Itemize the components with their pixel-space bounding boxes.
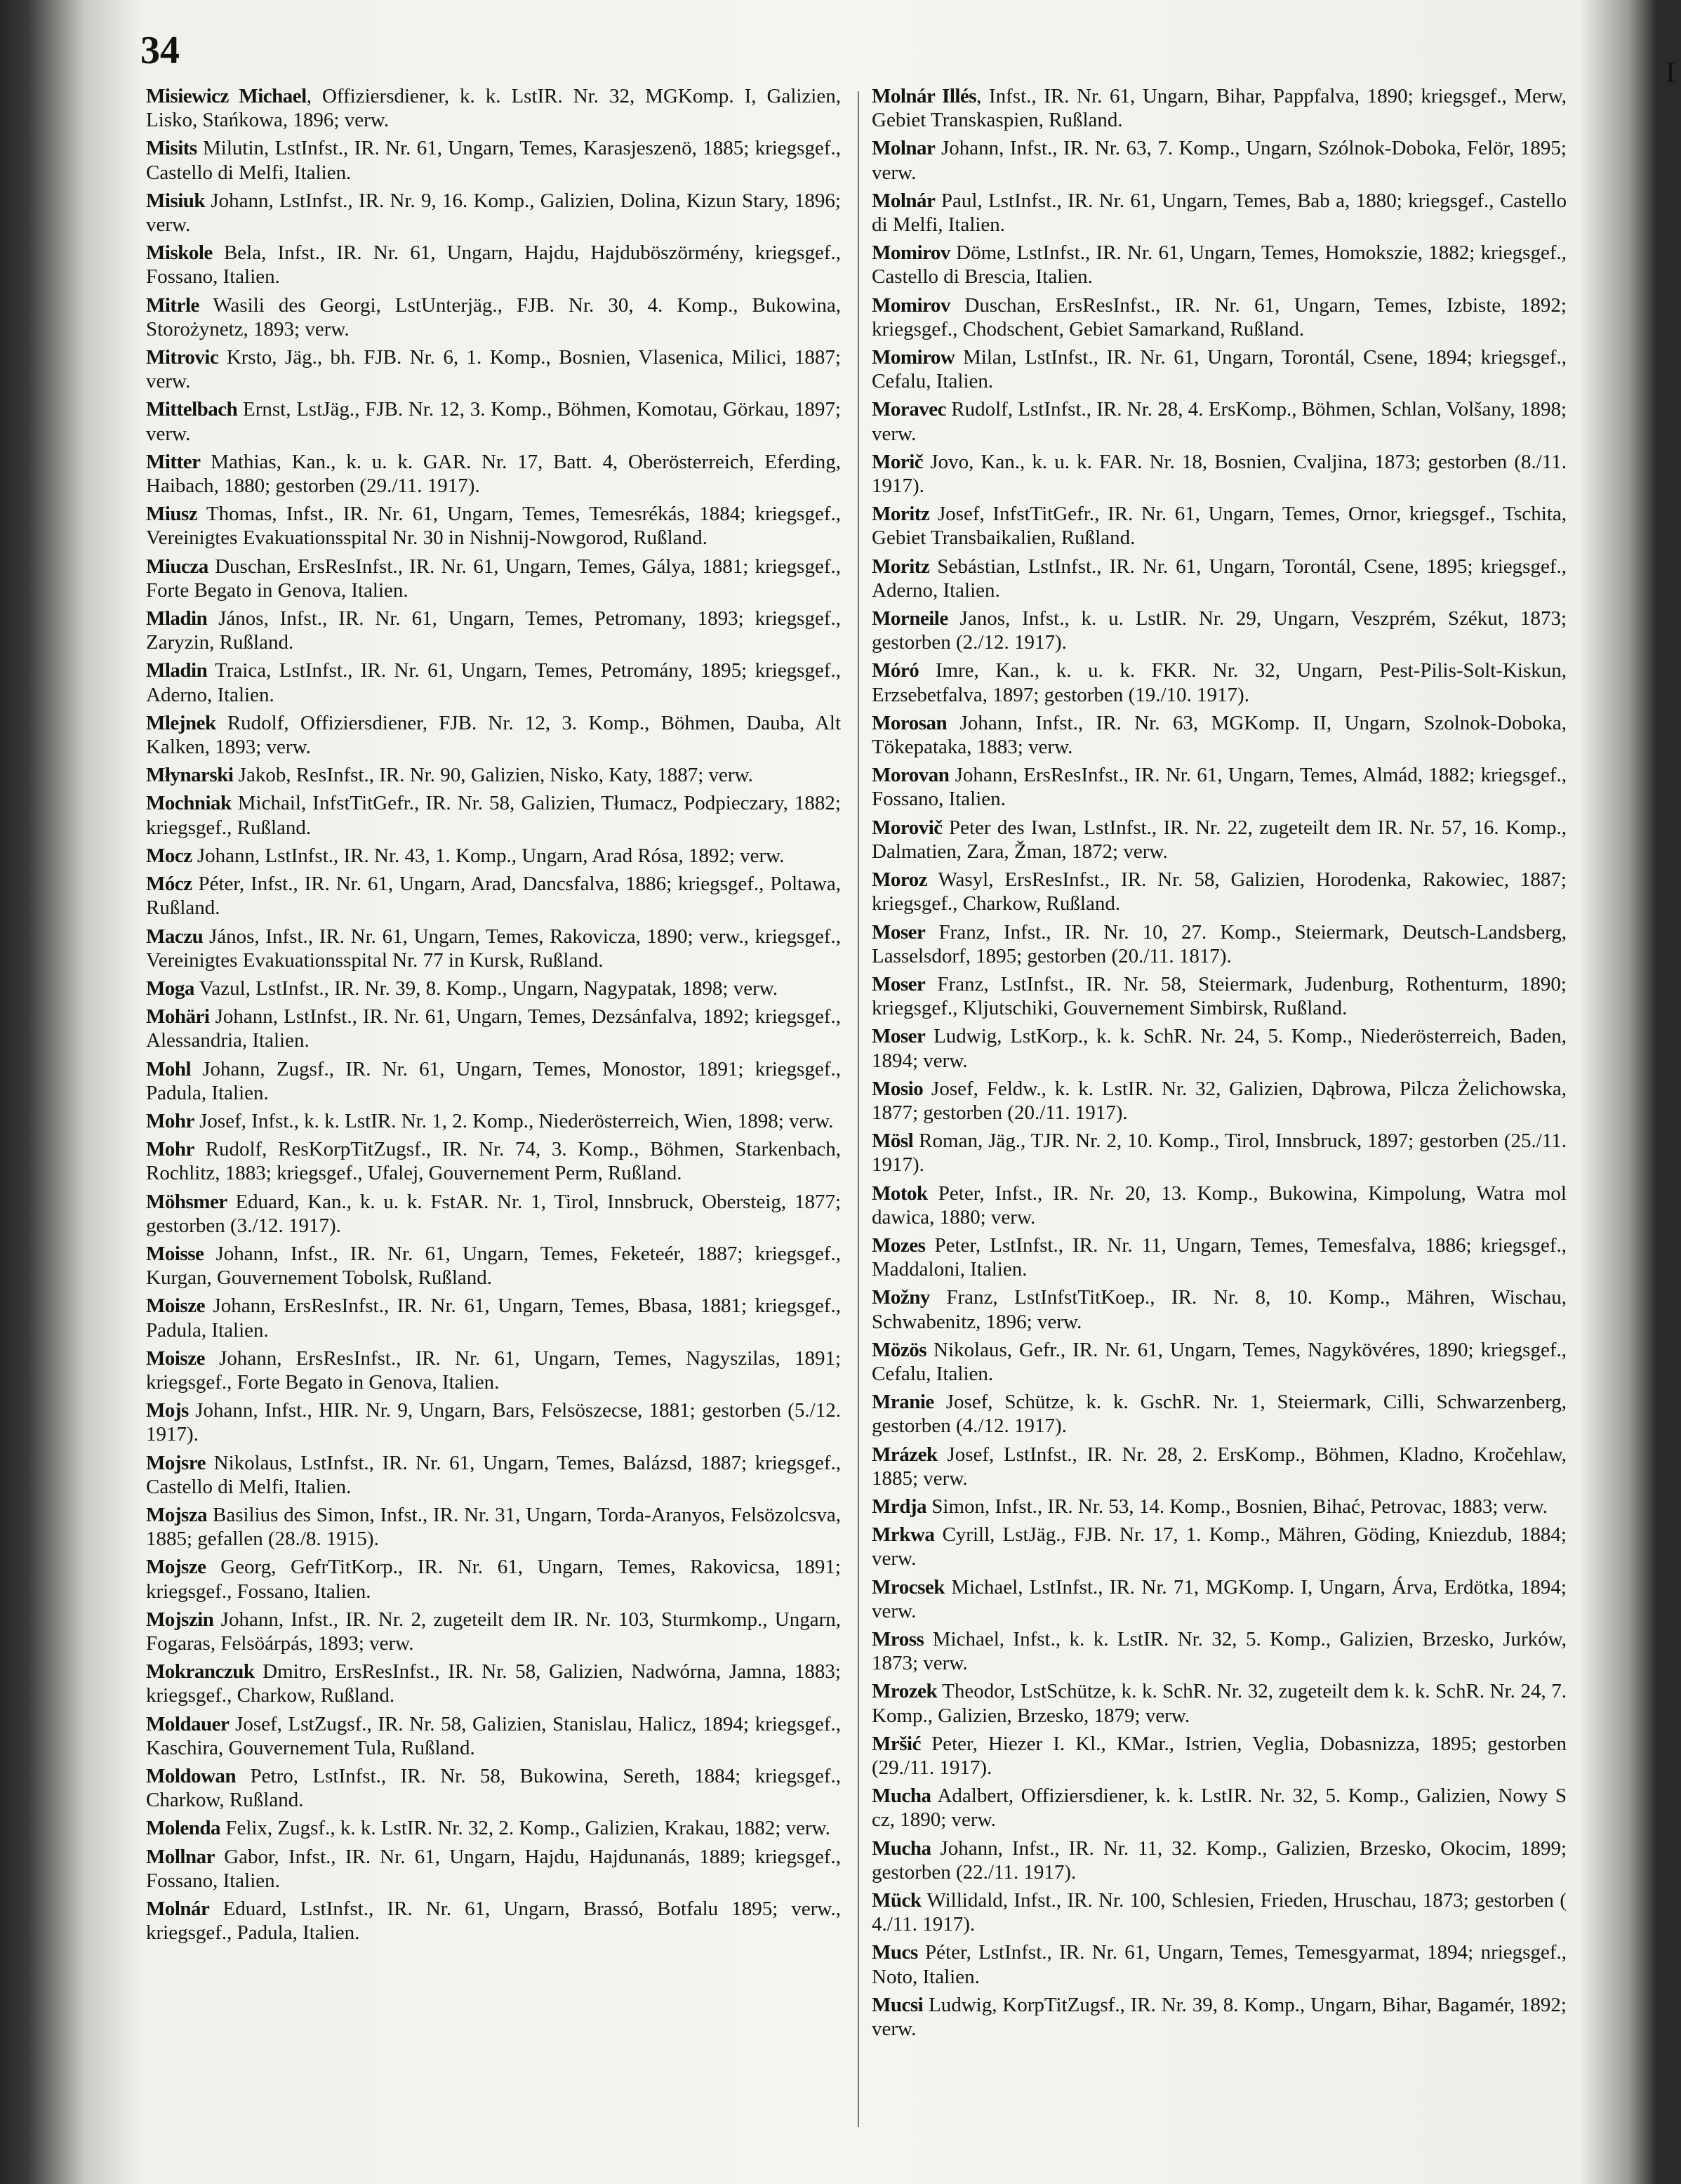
entry-name: Moga xyxy=(146,977,194,1000)
entry-details: Josef, InfstTitGefr., IR. Nr. 61, Ungarn, Temes, Ornor, kriegsgef., Tschita, Gebiet Transbaikalien, Rußland. xyxy=(872,503,1567,550)
register-entry xyxy=(146,1451,841,1499)
entry-details: Eduard, Kan., k. u. k. FstAR. Nr. 1, Tirol, Innsbruck, Obersteig, 1877; gestorben (3./12. 1917). xyxy=(146,1190,841,1237)
entry-details: Willidald, Infst., IR. Nr. 100, Schlesien, Frieden, Hruschau, 1873; gestorben ( 4./11. 1917). xyxy=(872,1889,1567,1936)
right-column xyxy=(872,84,1567,2162)
register-entry xyxy=(146,189,841,237)
entry-name: Mócz xyxy=(146,873,192,896)
entry-details: Michail, InfstTitGefr., IR. Nr. 58, Galizien, Tłumacz, Podpieczary, 1882; kriegsgef., Rußland. xyxy=(146,792,841,839)
register-entry xyxy=(872,1390,1567,1438)
entry-name: Mrozek xyxy=(872,1680,938,1703)
entry-details: Vazul, LstInfst., IR. Nr. 39, 8. Komp., Ungarn, Nagypatak, 1898; verw. xyxy=(194,977,778,1000)
entry-details: Johann, Infst., HIR. Nr. 9, Ungarn, Bars, Felsöszecse, 1881; gestorben (5./12. 1917). xyxy=(146,1399,841,1446)
entry-name: Móró xyxy=(872,659,919,682)
register-entry xyxy=(146,658,841,706)
register-entry xyxy=(146,791,841,839)
entry-name: Moldowan xyxy=(146,1765,237,1787)
entry-details: Cyrill, LstJäg., FJB. Nr. 17, 1. Komp., Mähren, Göding, Kniezdub, 1884; verw. xyxy=(872,1523,1567,1570)
entry-details: Nikolaus, Gefr., IR. Nr. 61, Ungarn, Temes, Nagykövéres, 1890; kriegsgef., Cefalu, Italien. xyxy=(872,1338,1567,1385)
entry-name: Molnár xyxy=(146,1898,210,1921)
entry-details: Johann, ErsResInfst., IR. Nr. 61, Ungarn, Temes, Almád, 1882; kriegsgef., Fossano, Italien. xyxy=(872,764,1567,811)
register-entry xyxy=(146,607,841,654)
entry-details: Dmitro, ErsResInfst., IR. Nr. 58, Galizien, Nadwórna, Jamna, 1883; kriegsgef., Charkow, Rußland. xyxy=(146,1660,841,1707)
entry-name: Misits xyxy=(146,137,197,160)
entry-name: Mladin xyxy=(146,607,208,630)
entry-details: Rudolf, LstInfst., IR. Nr. 28, 4. ErsKomp., Böhmen, Schlan, Volšany, 1898; verw. xyxy=(872,398,1567,445)
entry-name: Moisze xyxy=(146,1346,205,1370)
register-entry xyxy=(872,1443,1567,1490)
entry-name: Molenda xyxy=(146,1817,221,1840)
edge-mark: I xyxy=(1666,57,1675,89)
register-entry xyxy=(146,1608,841,1655)
entry-details: Nikolaus, LstInfst., IR. Nr. 61, Ungarn, Temes, Balázsd, 1887; kriegsgef., Castello di Melfi, Italien. xyxy=(146,1451,841,1498)
entry-name: Mittelbach xyxy=(146,398,238,421)
register-entry xyxy=(872,450,1567,498)
entry-name: Mozes xyxy=(872,1233,926,1257)
register-entry xyxy=(146,1764,841,1812)
register-entry xyxy=(146,1294,841,1342)
register-entry xyxy=(872,1940,1567,1988)
register-entry xyxy=(872,1784,1567,1832)
entry-name: Mrdja xyxy=(872,1495,927,1518)
entry-name: Možny xyxy=(872,1286,930,1309)
entry-details: Franz, LstInfst., IR. Nr. 58, Steiermark, Judenburg, Rothenturm, 1890; kriegsgef., Kljutschiki, Gouvernement Simbirsk, Rußland. xyxy=(872,972,1567,1020)
entry-name: Misiuk xyxy=(146,189,206,212)
register-entry xyxy=(146,872,841,920)
register-entry xyxy=(872,1836,1567,1884)
register-entry xyxy=(146,1057,841,1105)
entry-details: Johann, Infst., IR. Nr. 63, 7. Komp., Ungarn, Szólnok-Doboka, Felör, 1895; verw. xyxy=(872,137,1567,184)
entry-details: Petro, LstInfst., IR. Nr. 58, Bukowina, Sereth, 1884; kriegsgef., Charkow, Rußland. xyxy=(146,1765,841,1812)
entry-details: Georg, GefrTitKorp., IR. Nr. 61, Ungarn, Temes, Rakovicsa, 1891; kriegsgef., Fossano, Italien. xyxy=(146,1556,841,1603)
entry-details: Johann, LstInfst., IR. Nr. 9, 16. Komp., Galizien, Dolina, Kizun Stary, 1896; verw. xyxy=(146,189,841,237)
entry-details: Rudolf, Offiziersdiener, FJB. Nr. 12, 3. Komp., Böhmen, Dauba, Alt Kalken, 1893; verw. xyxy=(146,711,841,759)
entry-name: Morič xyxy=(872,450,924,473)
entry-name: Mojszin xyxy=(146,1608,214,1631)
register-entry xyxy=(146,1845,841,1893)
entry-details: Basilius des Simon, Infst., IR. Nr. 31, Ungarn, Torda-Aranyos, Felsözolcsva, 1885; gefallen (28./8. 1915). xyxy=(146,1503,841,1551)
register-entry xyxy=(872,1338,1567,1386)
register-entry xyxy=(146,84,841,132)
entry-details: Wasili des Georgi, LstUnterjäg., FJB. Nr. 30, 4. Komp., Bukowina, Storożynetz, 1893; verw. xyxy=(146,293,841,340)
entry-name: Mrocsek xyxy=(872,1575,945,1599)
entry-name: Möhsmer xyxy=(146,1190,227,1213)
entry-name: Moritz xyxy=(872,503,930,526)
entry-name: Moisze xyxy=(146,1295,205,1318)
entry-name: Mück xyxy=(872,1889,922,1912)
entry-name: Mršić xyxy=(872,1732,921,1755)
entry-name: Mross xyxy=(872,1627,924,1650)
entry-name: Mojs xyxy=(146,1399,189,1422)
entry-details: Simon, Infst., IR. Nr. 53, 14. Komp., Bosnien, Bihać, Petrovac, 1883; verw. xyxy=(926,1495,1548,1518)
entry-details: Ludwig, LstKorp., k. k. SchR. Nr. 24, 5. Komp., Niederösterreich, Baden, 1894; verw. xyxy=(872,1025,1567,1072)
register-entry xyxy=(146,1109,841,1133)
register-entry xyxy=(872,1523,1567,1570)
entry-details: Roman, Jäg., TJR. Nr. 2, 10. Komp., Tirol, Innsbruck, 1897; gestorben (25./11. 1917). xyxy=(872,1130,1567,1177)
entry-name: Mohäri xyxy=(146,1005,210,1028)
entry-name: Momirow xyxy=(872,346,955,369)
entry-details: Gabor, Infst., IR. Nr. 61, Ungarn, Hajdu, Hajdunanás, 1889; kriegsgef., Fossano, Italien. xyxy=(146,1845,841,1892)
entry-details: Franz, LstInfstTitKoep., IR. Nr. 8, 10. Komp., Mähren, Wischau, Schwabenitz, 1896; verw. xyxy=(872,1286,1567,1333)
entry-details: Johann, LstInfst., IR. Nr. 61, Ungarn, Temes, Dezsánfalva, 1892; kriegsgef., Alessandria, Italien. xyxy=(146,1005,841,1052)
register-entry xyxy=(872,1495,1567,1518)
register-entry xyxy=(872,711,1567,759)
entry-details: Milutin, LstInfst., IR. Nr. 61, Ungarn, Temes, Karasjeszenö, 1885; kriegsgef., Castello di Melfi, Italien. xyxy=(146,137,841,184)
entry-name: Moser xyxy=(872,1025,926,1048)
entry-details: , Infst., IR. Nr. 61, Ungarn, Bihar, Pappfalva, 1890; kriegsgef., Merw, Gebiet Transkaspien, Rußland. xyxy=(872,85,1567,132)
register-entry xyxy=(872,763,1567,811)
entry-name: Miucza xyxy=(146,555,208,578)
register-entry xyxy=(146,925,841,972)
entry-name: Mözös xyxy=(872,1338,927,1361)
entry-details: Wasyl, ErsResInfst., IR. Nr. 58, Galizien, Horodenka, Rakowiec, 1887; kriegsgef., Charkow, Rußland. xyxy=(872,868,1567,915)
register-entry xyxy=(146,977,841,1000)
entry-details: Johann, LstInfst., IR. Nr. 43, 1. Komp., Ungarn, Arad Rósa, 1892; verw. xyxy=(192,844,785,867)
register-entry xyxy=(872,136,1567,184)
entry-details: Josef, Schütze, k. k. GschR. Nr. 1, Steiermark, Cilli, Schwarzenberg, gestorben (4./12. 1917). xyxy=(872,1391,1567,1438)
entry-name: Morovan xyxy=(872,764,950,787)
entry-name: Molnár xyxy=(872,189,936,212)
entry-details: János, Infst., IR. Nr. 61, Ungarn, Temes, Rakovicza, 1890; verw., kriegsgef., Vereinigtes Evakuationsspital Nr. 77 in Kursk, Rußland. xyxy=(146,925,841,972)
register-entry xyxy=(872,84,1567,132)
entry-name: Morovič xyxy=(872,816,943,839)
entry-name: Molnar xyxy=(872,137,936,160)
entry-details: Janos, Infst., k. u. LstIR. Nr. 29, Ungarn, Veszprém, Székut, 1873; gestorben (2./12. 1917). xyxy=(872,607,1567,654)
entry-name: Miusz xyxy=(146,503,198,526)
register-entry xyxy=(146,502,841,550)
register-entry xyxy=(146,844,841,868)
register-entry xyxy=(146,450,841,498)
entry-name: Mojsza xyxy=(146,1503,208,1526)
entry-details: Eduard, LstInfst., IR. Nr. 61, Ungarn, Brassó, Botfalu 1895; verw., kriegsgef., Padula, Italien. xyxy=(146,1898,841,1945)
entry-details: Péter, Infst., IR. Nr. 61, Ungarn, Arad, Dancsfalva, 1886; kriegsgef., Poltawa, Rußland. xyxy=(146,873,841,920)
entry-name: Mosio xyxy=(872,1077,924,1100)
entry-details: Peter, LstInfst., IR. Nr. 11, Ungarn, Temes, Temesfalva, 1886; kriegsgef., Maddaloni, Italien. xyxy=(872,1233,1567,1281)
register-entry xyxy=(872,1077,1567,1125)
entry-name: Misiewicz Michael xyxy=(146,85,307,107)
entry-name: Mollnar xyxy=(146,1845,215,1868)
entry-details: Ernst, LstJäg., FJB. Nr. 12, 3. Komp., Böhmen, Komotau, Görkau, 1897; verw. xyxy=(146,398,841,445)
entry-details: Duschan, ErsResInfst., IR. Nr. 61, Ungarn, Temes, Izbiste, 1892; kriegsgef., Chodschent, Gebiet Samarkand, Rußland. xyxy=(872,293,1567,340)
register-entry xyxy=(872,293,1567,341)
register-entry xyxy=(146,1712,841,1760)
entry-name: Młynarski xyxy=(146,764,234,787)
register-entry xyxy=(872,1627,1567,1675)
entry-details: Franz, Infst., IR. Nr. 10, 27. Komp., Steiermark, Deutsch-Landsberg, Lasselsdorf, 1895; gestorben (20./11. 1817). xyxy=(872,920,1567,967)
entry-details: Krsto, Jäg., bh. FJB. Nr. 6, 1. Komp., Bosnien, Vlasenica, Milici, 1887; verw. xyxy=(146,346,841,393)
entry-details: Johann, Infst., IR. Nr. 11, 32. Komp., Galizien, Brzesko, Okocim, 1899; gestorben (22./11. 1917). xyxy=(872,1836,1567,1884)
entry-details: Peter, Hiezer I. Kl., KMar., Istrien, Veglia, Dobasnizza, 1895; gestorben (29./11. 1917). xyxy=(872,1732,1567,1779)
entry-name: Molnár Illés xyxy=(872,85,977,107)
entry-details: Rudolf, ResKorpTitZugsf., IR. Nr. 74, 3. Komp., Böhmen, Starkenbach, Rochlitz, 1883; kriegsgef., Ufalej, Gouvernement Perm, Rußland. xyxy=(146,1138,841,1185)
entry-details: Josef, Feldw., k. k. LstIR. Nr. 32, Galizien, Dąbrowa, Pilcza Żelichowska, 1877; gestorben (20./11. 1917). xyxy=(872,1077,1567,1124)
entry-name: Mohr xyxy=(146,1109,194,1132)
register-entry xyxy=(146,1137,841,1185)
entry-details: Johann, Infst., IR. Nr. 2, zugeteilt dem IR. Nr. 103, Sturmkomp., Ungarn, Fogaras, Felsöárpás, 1893; verw. xyxy=(146,1608,841,1655)
entry-name: Mochniak xyxy=(146,792,232,815)
register-entry xyxy=(146,1346,841,1394)
register-entry xyxy=(146,1242,841,1290)
entry-details: Michael, LstInfst., IR. Nr. 71, MGKomp. I, Ungarn, Árva, Erdötka, 1894; verw. xyxy=(872,1575,1567,1622)
register-entry xyxy=(872,1993,1567,2041)
entry-name: Moldauer xyxy=(146,1712,230,1735)
entry-details: Jakob, ResInfst., IR. Nr. 90, Galizien, Nisko, Katy, 1887; verw. xyxy=(233,764,753,787)
register-entry xyxy=(146,397,841,445)
entry-name: Moser xyxy=(872,920,926,944)
entry-details: Johann, ErsResInfst., IR. Nr. 61, Ungarn, Temes, Nagyszilas, 1891; kriegsgef., Forte Begato in Genova, Italien. xyxy=(146,1346,841,1394)
register-entry xyxy=(146,711,841,759)
register-entry xyxy=(872,555,1567,602)
entry-details: Bela, Infst., IR. Nr. 61, Ungarn, Hajdu, Hajduböszörmény, kriegsgef., Fossano, Italien. xyxy=(146,241,841,289)
entry-details: Ludwig, KorpTitZugsf., IR. Nr. 39, 8. Komp., Ungarn, Bihar, Bagamér, 1892; verw. xyxy=(872,1993,1567,2041)
entry-name: Moisse xyxy=(146,1242,204,1265)
register-entry xyxy=(872,607,1567,654)
entry-details: Johann, ErsResInfst., IR. Nr. 61, Ungarn, Temes, Bbasa, 1881; kriegsgef., Padula, Italien. xyxy=(146,1295,841,1342)
entry-name: Mocz xyxy=(146,844,192,867)
entry-details: Péter, LstInfst., IR. Nr. 61, Ungarn, Temes, Temesgyarmat, 1894; nriegsgef., Noto, Italien. xyxy=(872,1941,1567,1988)
register-entry xyxy=(872,868,1567,915)
entry-name: Mrkwa xyxy=(872,1523,935,1547)
register-entry xyxy=(146,763,841,787)
entry-name: Mohr xyxy=(146,1138,194,1161)
entry-details: Milan, LstInfst., IR. Nr. 61, Ungarn, Torontál, Csene, 1894; kriegsgef., Cefalu, Italien. xyxy=(872,346,1567,393)
entry-name: Mladin xyxy=(146,659,208,682)
entry-name: Mucha xyxy=(872,1836,931,1860)
entry-details: Duschan, ErsResInfst., IR. Nr. 61, Ungarn, Temes, Gálya, 1881; kriegsgef., Forte Begato in Genova, Italien. xyxy=(146,555,841,602)
entry-details: Peter, Infst., IR. Nr. 20, 13. Komp., Bukowina, Kimpolung, Watra mol dawica, 1880; verw. xyxy=(872,1182,1567,1229)
register-entry xyxy=(146,1398,841,1446)
register-entry xyxy=(872,1182,1567,1229)
entry-name: Mitrovic xyxy=(146,346,219,369)
entry-name: Mitter xyxy=(146,450,201,473)
entry-details: Thomas, Infst., IR. Nr. 61, Ungarn, Temes, Temesrékás, 1884; kriegsgef., Vereinigtes Evakuationsspital Nr. 30 in Nishnij-Nowgorod, Rußland. xyxy=(146,503,841,550)
entry-name: Mohl xyxy=(146,1057,192,1080)
register-entry xyxy=(872,1888,1567,1936)
entry-name: Momirov xyxy=(872,293,950,317)
entry-name: Mojsze xyxy=(146,1556,206,1579)
entry-details: Felix, Zugsf., k. k. LstIR. Nr. 32, 2. Komp., Galizien, Krakau, 1882; verw. xyxy=(220,1817,830,1840)
entry-name: Mlejnek xyxy=(146,711,216,734)
register-entry xyxy=(146,1005,841,1052)
entry-details: Jovo, Kan., k. u. k. FAR. Nr. 18, Bosnien, Cvaljina, 1873; gestorben (8./11. 1917). xyxy=(872,450,1567,498)
entry-details: Sebástian, LstInfst., IR. Nr. 61, Ungarn, Torontál, Csene, 1895; kriegsgef., Aderno, Italien. xyxy=(872,555,1567,602)
entry-name: Miskole xyxy=(146,241,213,265)
register-entry xyxy=(146,1660,841,1707)
page-number: 34 xyxy=(140,29,180,72)
entry-details: Adalbert, Offiziersdiener, k. k. LstIR. Nr. 32, 5. Komp., Galizien, Nowy S cz, 1890; verw. xyxy=(872,1785,1567,1832)
entry-name: Mrázek xyxy=(872,1443,938,1466)
entry-details: Imre, Kan., k. u. k. FKR. Nr. 32, Ungarn, Pest-Pilis-Solt-Kiskun, Erzsebetfalva, 1897; gestorben (19./10. 1917). xyxy=(872,659,1567,706)
entry-details: Peter des Iwan, LstInfst., IR. Nr. 22, zugeteilt dem IR. Nr. 57, 16. Komp., Dalmatien, Zara, Žman, 1872; verw. xyxy=(872,816,1567,863)
entry-details: Josef, Infst., k. k. LstIR. Nr. 1, 2. Komp., Niederösterreich, Wien, 1898; verw. xyxy=(194,1109,834,1132)
register-entry xyxy=(146,555,841,602)
entry-name: Moser xyxy=(872,972,926,995)
register-entry xyxy=(872,189,1567,237)
register-entry xyxy=(146,1190,841,1238)
entry-details: Johann, Zugsf., IR. Nr. 61, Ungarn, Temes, Monostor, 1891; kriegsgef., Padula, Italien. xyxy=(146,1057,841,1104)
column-divider xyxy=(858,91,859,2127)
entry-name: Moravec xyxy=(872,398,946,421)
register-entry xyxy=(872,397,1567,445)
entry-name: Mucsi xyxy=(872,1993,924,2016)
register-entry xyxy=(146,1555,841,1603)
entry-name: Morosan xyxy=(872,711,948,734)
register-entry xyxy=(146,1816,841,1840)
entry-name: Mranie xyxy=(872,1391,934,1414)
entry-name: Moroz xyxy=(872,868,928,892)
register-entry xyxy=(872,1024,1567,1072)
entry-details: Michael, Infst., k. k. LstIR. Nr. 32, 5. Komp., Galizien, Brzesko, Jurków, 1873; verw. xyxy=(872,1627,1567,1675)
entry-name: Mucha xyxy=(872,1785,931,1808)
entry-name: Morneile xyxy=(872,607,948,630)
entry-details: Josef, LstZugsf., IR. Nr. 58, Galizien, Stanislau, Halicz, 1894; kriegsgef., Kaschira, Gouvernement Tula, Rußland. xyxy=(146,1712,841,1759)
entry-name: Moritz xyxy=(872,555,930,578)
register-entry xyxy=(146,1503,841,1551)
register-entry xyxy=(872,920,1567,968)
register-entry xyxy=(872,658,1567,706)
register-entry xyxy=(872,1575,1567,1623)
entry-details: Theodor, LstSchütze, k. k. SchR. Nr. 32, zugeteilt dem k. k. SchR. Nr. 24, 7. Komp., Galizien, Brzesko, 1879; verw. xyxy=(872,1680,1567,1727)
register-entry xyxy=(146,241,841,289)
register-entry xyxy=(872,1233,1567,1281)
entry-details: Josef, LstInfst., IR. Nr. 28, 2. ErsKomp., Böhmen, Kladno, Kročehlaw, 1885; verw. xyxy=(872,1443,1567,1490)
register-entry xyxy=(146,136,841,184)
register-entry xyxy=(872,1285,1567,1333)
register-entry xyxy=(146,1897,841,1945)
left-column xyxy=(146,84,841,2162)
register-entry xyxy=(146,345,841,393)
entry-details: Traica, LstInfst., IR. Nr. 61, Ungarn, Temes, Petromány, 1895; kriegsgef., Aderno, Italien. xyxy=(146,659,841,706)
entry-name: Mösl xyxy=(872,1130,914,1153)
register-entry xyxy=(872,241,1567,289)
entry-name: Mokranczuk xyxy=(146,1660,255,1683)
entry-name: Motok xyxy=(872,1182,928,1205)
entry-details: Johann, Infst., IR. Nr. 63, MGKomp. II, Ungarn, Szolnok-Doboka, Tökepataka, 1883; verw. xyxy=(872,711,1567,759)
register-entry xyxy=(872,816,1567,863)
entry-details: János, Infst., IR. Nr. 61, Ungarn, Temes, Petromany, 1893; kriegsgef., Zaryzin, Rußland. xyxy=(146,607,841,654)
entry-name: Maczu xyxy=(146,925,204,948)
register-entry xyxy=(872,1732,1567,1780)
entry-name: Momirov xyxy=(872,241,950,265)
entry-details: Johann, Infst., IR. Nr. 61, Ungarn, Temes, Feketeér, 1887; kriegsgef., Kurgan, Gouvernement Tobolsk, Rußland. xyxy=(146,1242,841,1290)
register-entry xyxy=(872,345,1567,393)
register-entry xyxy=(872,502,1567,550)
entry-details: Mathias, Kan., k. u. k. GAR. Nr. 17, Batt. 4, Oberösterreich, Eferding, Haibach, 1880; gestorben (29./11. 1917). xyxy=(146,450,841,498)
entry-details: , Offiziersdiener, k. k. LstIR. Nr. 32, MGKomp. I, Galizien, Lisko, Stańkowa, 1896; verw. xyxy=(146,85,841,132)
register-entry xyxy=(872,1679,1567,1727)
entry-name: Mojsre xyxy=(146,1451,206,1474)
entry-details: Döme, LstInfst., IR. Nr. 61, Ungarn, Temes, Homokszie, 1882; kriegsgef., Castello di Brescia, Italien. xyxy=(872,241,1567,289)
entry-name: Mucs xyxy=(872,1941,918,1964)
register-entry xyxy=(872,1129,1567,1177)
register-entry xyxy=(146,293,841,341)
entry-details: Paul, LstInfst., IR. Nr. 61, Ungarn, Temes, Bab a, 1880; kriegsgef., Castello di Melfi, Italien. xyxy=(872,189,1567,237)
entry-name: Mitrle xyxy=(146,293,199,317)
register-entry xyxy=(872,972,1567,1020)
